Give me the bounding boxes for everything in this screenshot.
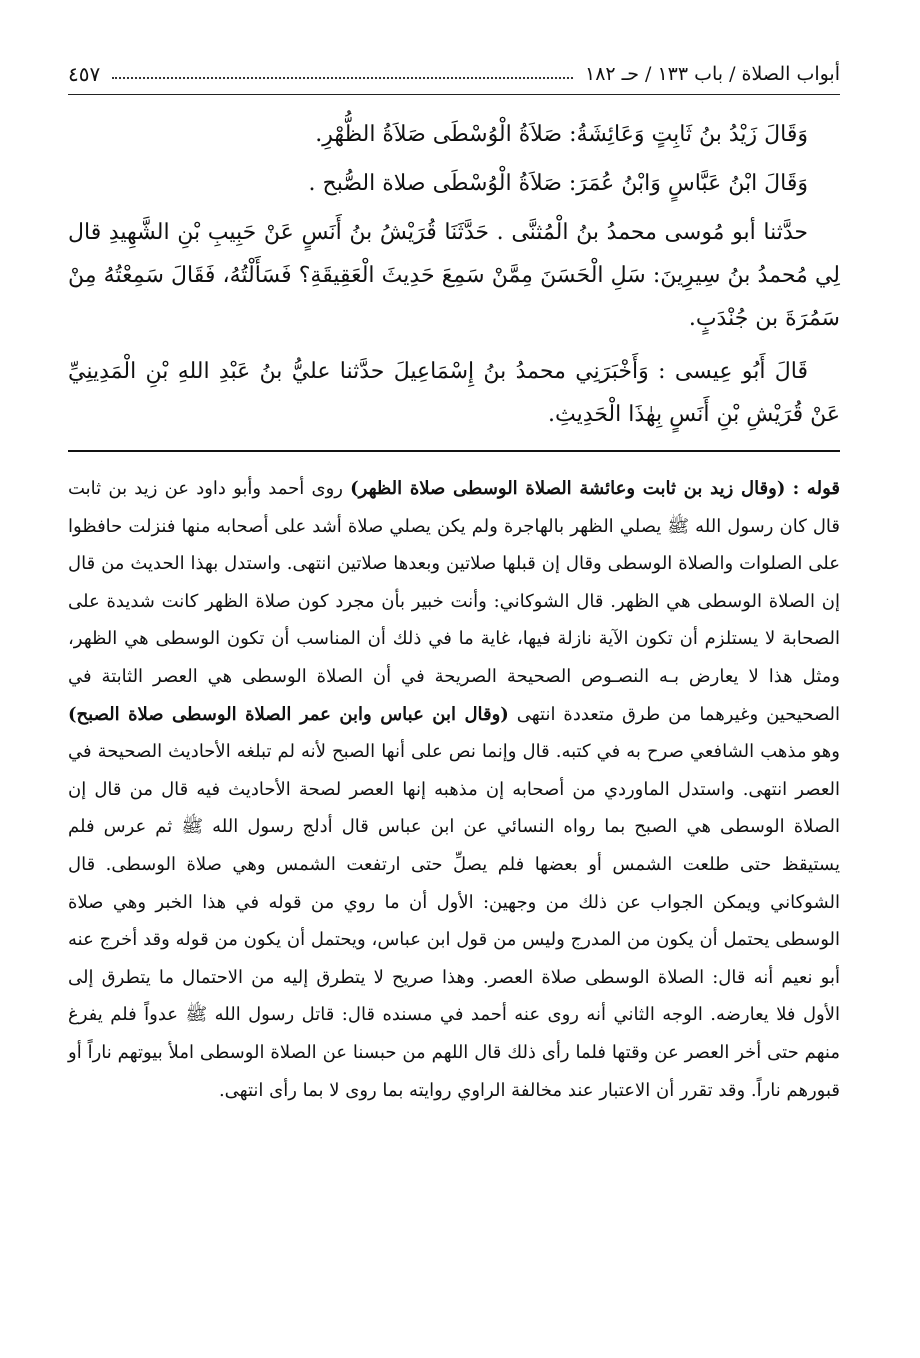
commentary-label: قوله : (792, 478, 840, 499)
footnote-divider (68, 450, 840, 452)
page-number: ٤٥٧ (68, 62, 101, 86)
commentary-section (68, 470, 840, 1109)
page-header (68, 54, 840, 95)
hadith-abu-isa-paragraph: قَالَ أَبُو عِيسى : وَأَخْبَرَنِي محمدُ بنُ إِسْمَاعِيلَ حدَّثنا عليُّ بنُ عَبْدِ اللهِ بْنِ الْمَدِينِيِّ عَنْ قُرَيْشِ بْنِ أَنَسٍ بِهٰذَا الْحَدِيثِ. (68, 359, 840, 427)
hadith-line-zayd: وَقَالَ زَيْدُ بنُ ثَابِتٍ وَعَائِشَةُ: صَلاَةُ الْوُسْطَى صَلاَةُ الظُّهْرِ. (315, 122, 808, 147)
commentary-quote-ibn-abbas: (وقال ابن عباس وابن عمر الصلاة الوسطى صلاة الصبح) (68, 703, 509, 725)
dotted-leader (112, 77, 573, 79)
hadith-text (68, 113, 840, 436)
commentary-quote-zayd: (وقال زيد بن ثابت وعائشة الصلاة الوسطى صلاة الظهر) (350, 478, 786, 499)
book-page (68, 54, 840, 1109)
commentary-text-ibn-abbas: وهو مذهب الشافعي صرح به في كتبه. قال وإنما نص على أنها الصبح لأنه لم تبلغه الأحاديث الصحيحة في العصر انتهى. واستدل الماوردي من أصحابه إن مذهبه إنها العصر لصحة الأحاديث فيه قال من قال إن الصلاة الوسطى هي الصبح بما رواه النسائي عن ابن عباس قال أدلج رسول الله ﷺ ثم عرس فلم يستيقظ حتى طلعت الشمس أو بعضها فلم يصلِّ حتى ارتفعت الشمس وهي صلاة الوسطى. قال الشوكاني ويمكن الجواب عن ذلك من وجهين: الأول أن ما روي من قوله في هذا الخبر وهي صلاة الوسطى يحتمل أن يكون من المدرج وليس من قول ابن عباس، ويحتمل أن يكون من قوله وقد أخرج عنه أبو نعيم أنه قال: الصلاة الوسطى صلاة العصر. وهذا صريح لا يتطرق إليه من الاحتمال ما يتطرق إلى الأول فلا يعارضه. الوجه الثاني أنه روى عنه أحمد في مسنده قال: قاتل رسول الله ﷺ عدواً فلم يفرغ منهم حتى أخر العصر عن وقتها فلما رأى ذلك قال اللهم من حبسنا عن الصلاة الوسطى املأ بيوتهم ناراً أو قبورهم ناراً. وقد تقرر أن الاعتبار عند مخالفة الراوي روايته بما روى لا بما رأى انتهى. (68, 741, 840, 1101)
hadith-line-ibn-abbas: وَقَالَ ابْنُ عَبَّاسٍ وَابْنُ عُمَرَ: صَلاَةُ الْوُسْطَى صلاة الصُّبح . (308, 171, 808, 196)
commentary-text-zayd: روى أحمد وأبو داود عن زيد بن ثابت قال كان رسول الله ﷺ يصلي الظهر بالهاجرة ولم يكن يصلي صلاة أشد على أصحابه منها فنزلت حافظوا على الصلوات والصلاة الوسطى وقال إن قبلها صلاتين وبعدها صلاتين انتهى. واستدل بهذا الحديث من قال إن الصلاة الوسطى هي الظهر. قال الشوكاني: وأنت خبير بأن مجرد كون صلاة الظهر كانت شديدة على الصحابة لا يستلزم أن تكون الآية نازلة فيها، غاية ما في ذلك أن المناسب أن تكون الوسطى هي الظهر، ومثل هذا لا يعارض بـه النصـوص الصحيحة الصريحة في أن الصلاة الوسطى هي العصر الثابتة في الصحيحين وغيرهما من طرق متعددة انتهى (68, 478, 841, 725)
hadith-isnad-paragraph: حدَّثنا أبو مُوسى محمدُ بنُ الْمُثنَّى . حَدَّثَنَا قُرَيْشُ بنُ أَنَسٍ عَنْ حَبِيبِ بْنِ الشَّهِيدِ قال لِي مُحمدُ بنُ سِيرِينَ: سَلِ الْحَسَنَ مِمَّنْ سَمِعَ حَدِيثَ الْعَقِيقَةِ؟ فَسَأَلْتُهُ، فَقَالَ سَمِعْتُهُ مِنْ سَمُرَةَ بن جُنْدَبٍ. (68, 220, 840, 331)
commentary-paragraph (68, 470, 840, 1109)
running-title: أبواب الصلاة / باب ١٣٣ / حـ ١٨٢ (584, 63, 840, 85)
